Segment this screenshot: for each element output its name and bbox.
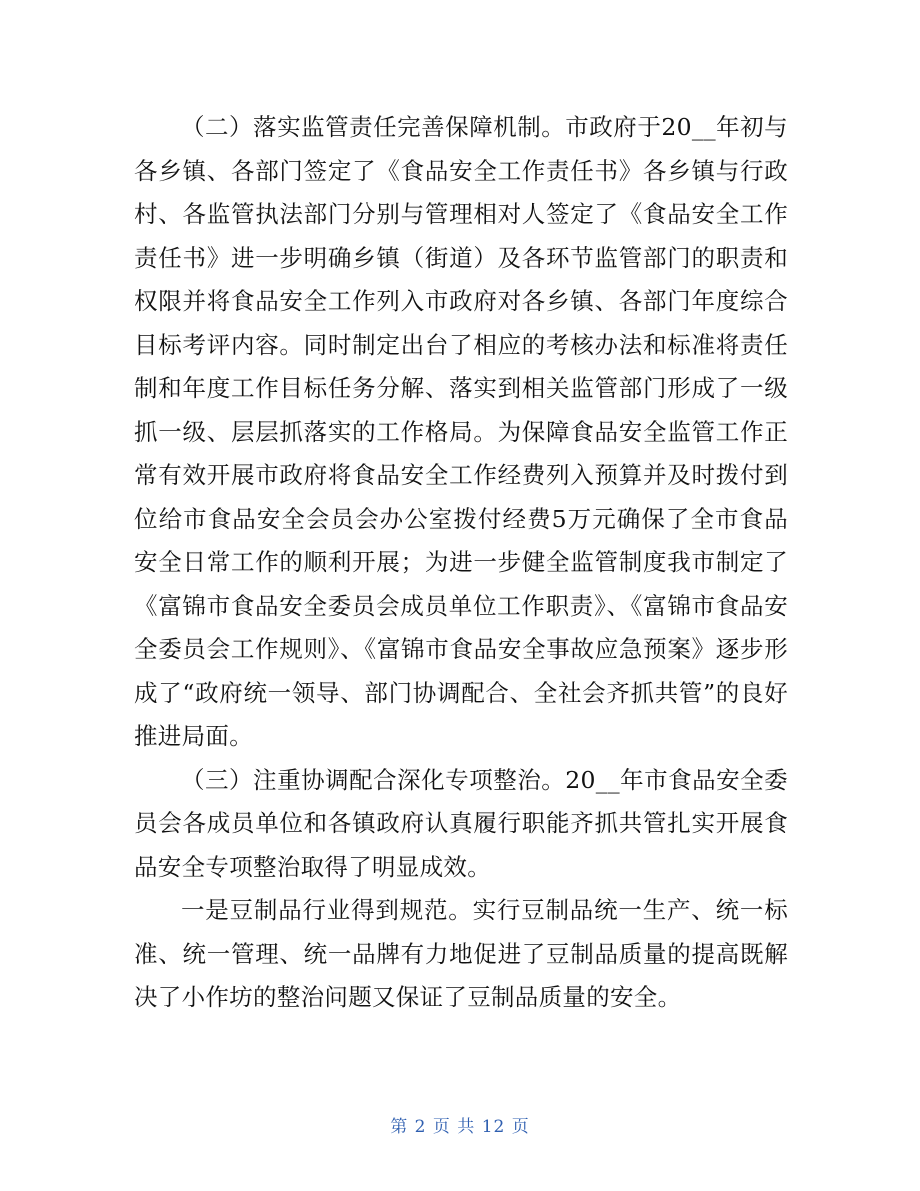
paragraph-section-3: （三）注重协调配合深化专项整治。20__年市食品安全委员会各成员单位和各镇政府认真履行职能齐抓共管扎实开展食品安全专项整治取得了明显成效。 — [134, 765, 788, 881]
document-body — [134, 106, 788, 1020]
paragraph-section-2: （二）落实监管责任完善保障机制。市政府于20__年初与各乡镇、各部门签定了《食品安全工作责任书》各乡镇与行政村、各监管执法部门分别与管理相对人签定了《食品安全工作责任书》进一步明确乡镇（街道）及各环节监管部门的职责和权限并将食品安全工作列入市政府对各乡镇、各部门年度综合目标考评内容。同时制定出台了相应的考核办法和标准将责任制和年度工作目标任务分解、落实到相关监管部门形成了一级抓一级、层层抓落实的工作格局。为保障食品安全监管工作正常有效开展市政府将食品安全工作经费列入预算并及时拨付到位给市食品安全会员会办公室拨付经费5万元确保了全市食品安全日常工作的顺利开展；为进一步健全监管制度我市制定了《富锦市食品安全委员会成员单位工作职责》、《富锦市食品安全委员会工作规则》、《富锦市食品安全事故应急预案》逐步形成了“政府统一领导、部门协调配合、全社会齐抓共管”的良好推进局面。 — [134, 113, 788, 750]
page-number-footer: 第 2 页 共 12 页 — [390, 1117, 530, 1137]
paragraph-item-1: 一是豆制品行业得到规范。实行豆制品统一生产、统一标准、统一管理、统一品牌有力地促进了豆制品质量的提高既解决了小作坊的整治问题又保证了豆制品质量的安全。 — [134, 896, 788, 1011]
